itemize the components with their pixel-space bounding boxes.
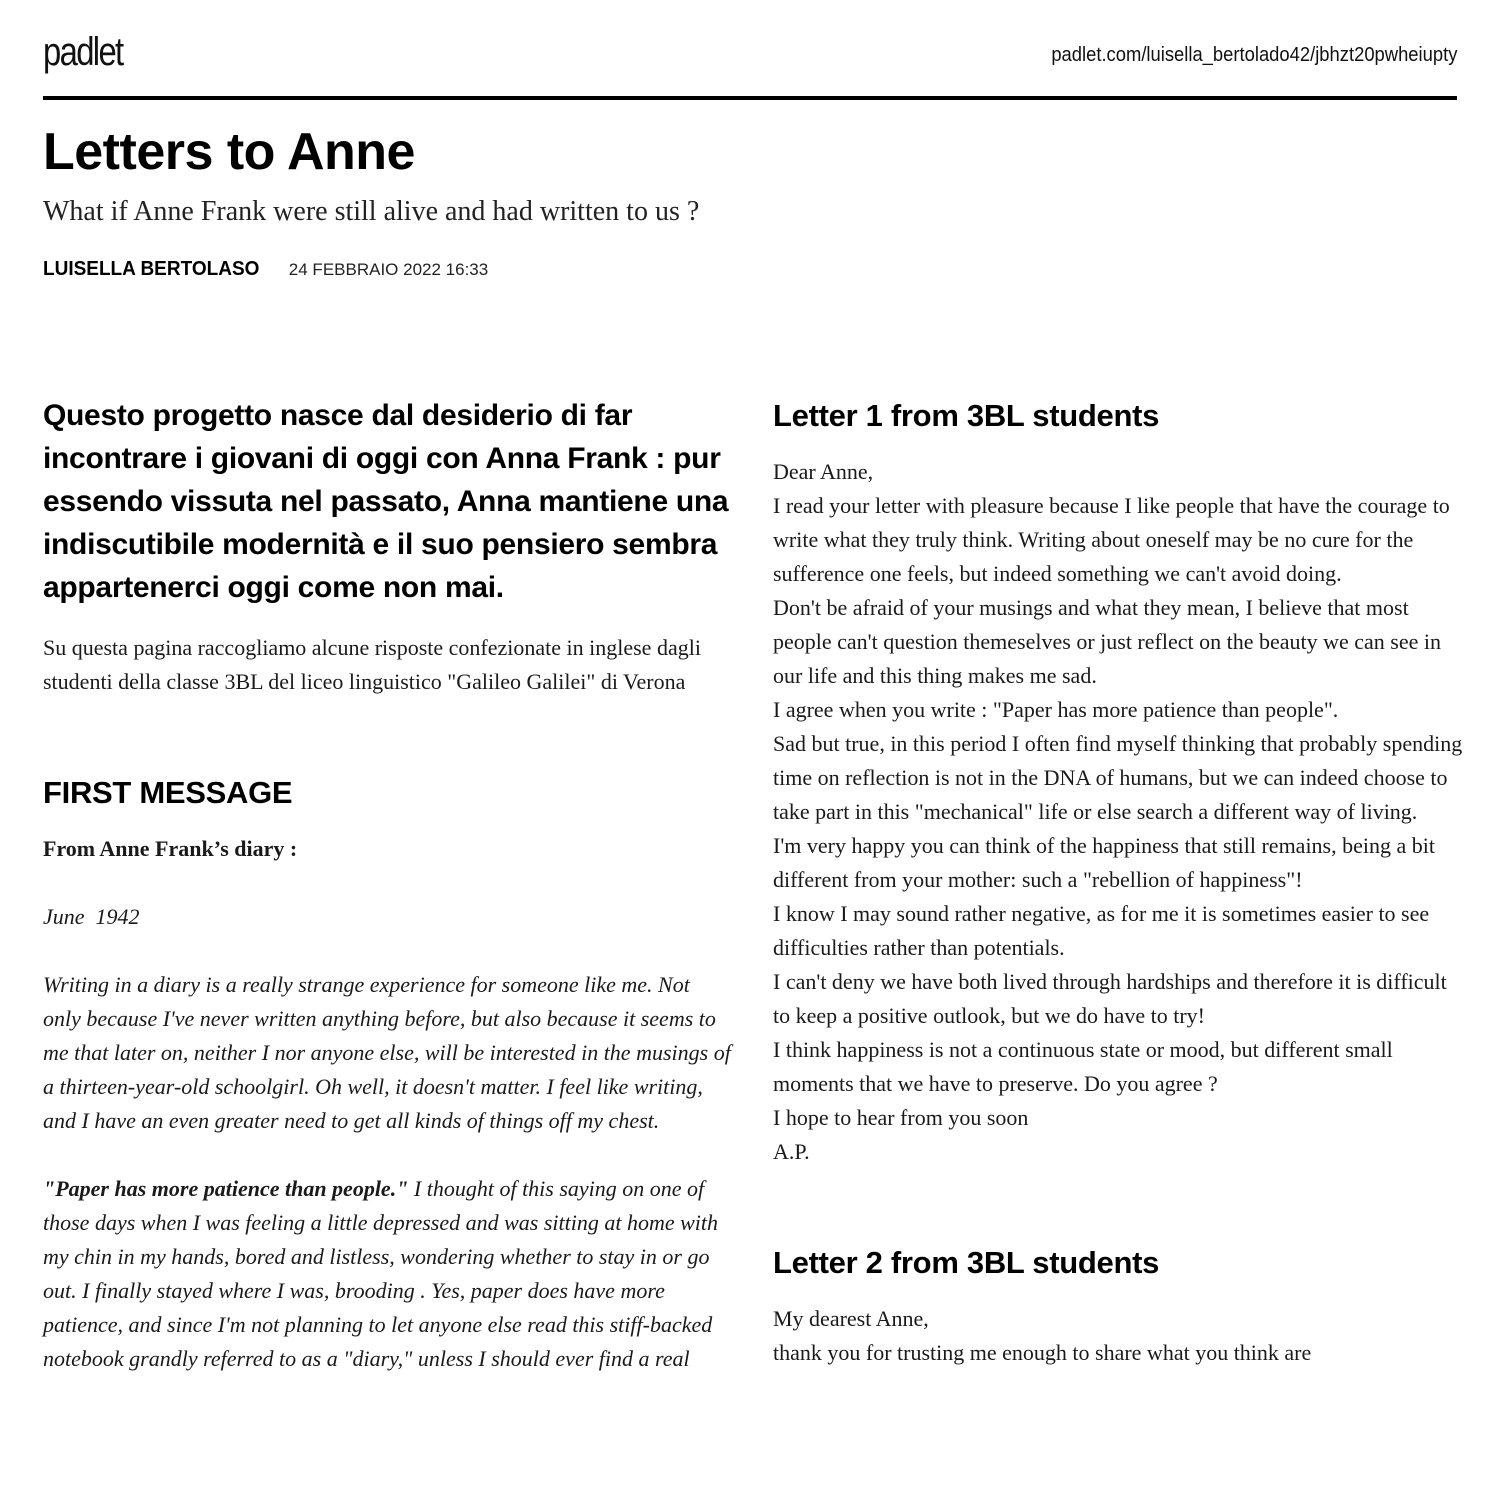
board-subtitle: What if Anne Frank were still alive and had written to us ?: [43, 196, 700, 227]
post-title: Letter 1 from 3BL students: [773, 398, 1160, 433]
post-body: [43, 832, 733, 1376]
left-column: [43, 394, 733, 1448]
diary-quote: "Paper has more patience than people.": [43, 1176, 409, 1201]
post-title: Letter 2 from 3BL students: [773, 1245, 1160, 1280]
post-paragraph: Su questa pagina raccogliamo alcune risposte confezionate in inglese dagli studenti della classe 3BL del liceo linguistico "Galileo Galilei" di Verona: [43, 635, 701, 694]
letter-line: I read your letter with pleasure because I like people that have the courage to write what they truly think. Writing about oneself may be no cure for the sufference one feels, but indeed something we can't avoid doing.: [773, 493, 1450, 586]
letter-signature: A.P.: [773, 1139, 810, 1164]
post-title: Questo progetto nasce dal desiderio di far incontrare i giovani di oggi con Anna Frank : pur essendo vissuta nel passato, Anna mantiene una indiscutibile modernità e il suo pensiero sembra appartenerci oggi come non mai.: [43, 399, 729, 604]
diary-date: June 1942: [43, 904, 140, 929]
post-intro[interactable]: [43, 394, 733, 699]
source-label: From Anne Frank’s diary :: [43, 836, 298, 861]
board-date: 24 FEBBRAIO 2022 16:33: [288, 260, 489, 279]
board-meta: [43, 258, 488, 281]
right-column: [773, 394, 1463, 1442]
letter-line: thank you for trusting me enough to share what you think are: [773, 1340, 1312, 1365]
letter-line: Don't be afraid of your musings and what they mean, I believe that most people can't question themeselves or just reflect on the beauty we can see in our life and this thing makes me sad.: [773, 595, 1442, 688]
post-first-message[interactable]: [43, 771, 733, 1376]
diary-paragraph-1: Writing in a diary is a really strange experience for someone like me. Not only because I've never written anything before, but also because it seems to me that later on, neither I nor anyone else, will be interested in the musings of a thirteen-year-old schoolgirl. Oh well, it doesn't matter. I feel like writing, and I have an even greater need to get all kinds of things off my chest.: [43, 972, 731, 1133]
letter-line: Dear Anne,: [773, 459, 874, 484]
post-letter-1[interactable]: [773, 394, 1463, 1169]
padlet-logo[interactable]: padlet: [43, 30, 123, 74]
author-name: LUISELLA BERTOLASO: [43, 258, 260, 280]
letter-line: I'm very happy you can think of the happiness that still remains, being a bit different from your mother: such a "rebellion of happiness"!: [773, 833, 1435, 892]
post-body: [773, 455, 1463, 1169]
board-url[interactable]: padlet.com/luisella_bertolado42/jbhzt20pwheiupty: [1050, 44, 1457, 66]
letter-line: Sad but true, in this period I often find myself thinking that probably spending time on reflection is not in the DNA of humans, but we can indeed choose to take part in this "mechanical" life or else search a different way of living.: [773, 731, 1463, 824]
letter-line: I know I may sound rather negative, as for me it is sometimes easier to see difficulties rather than potentials.: [773, 901, 1430, 960]
diary-paragraph-2-text: I thought of this saying on one of those days when I was feeling a little depressed and was sitting at home with my chin in my hands, bored and listless, wondering whether to stay in or go out. I finally stayed where I was, brooding . Yes, paper does have more patience, and since I'm not planning to let anyone else read this stiff-backed notebook grandly referred to as a "diary," unless I should ever find a real: [43, 1176, 719, 1371]
letter-line: I think happiness is not a continuous state or mood, but different small moments that we have to preserve. Do you agree ?: [773, 1037, 1393, 1096]
post-body: [43, 631, 733, 699]
letter-line: I agree when you write : "Paper has more patience than people".: [773, 697, 1339, 722]
letter-line: I hope to hear from you soon: [773, 1105, 1029, 1130]
post-letter-2[interactable]: [773, 1241, 1463, 1370]
page-header: [43, 30, 1457, 100]
diary-paragraph-2: [43, 1172, 733, 1376]
board-title: Letters to Anne: [43, 123, 415, 181]
letter-line: I can't deny we have both lived through hardships and therefore it is difficult to keep a positive outlook, but we do have to try!: [773, 969, 1447, 1028]
letter-line: My dearest Anne,: [773, 1306, 929, 1331]
post-body: [773, 1302, 1463, 1370]
post-title: FIRST MESSAGE: [43, 775, 293, 810]
